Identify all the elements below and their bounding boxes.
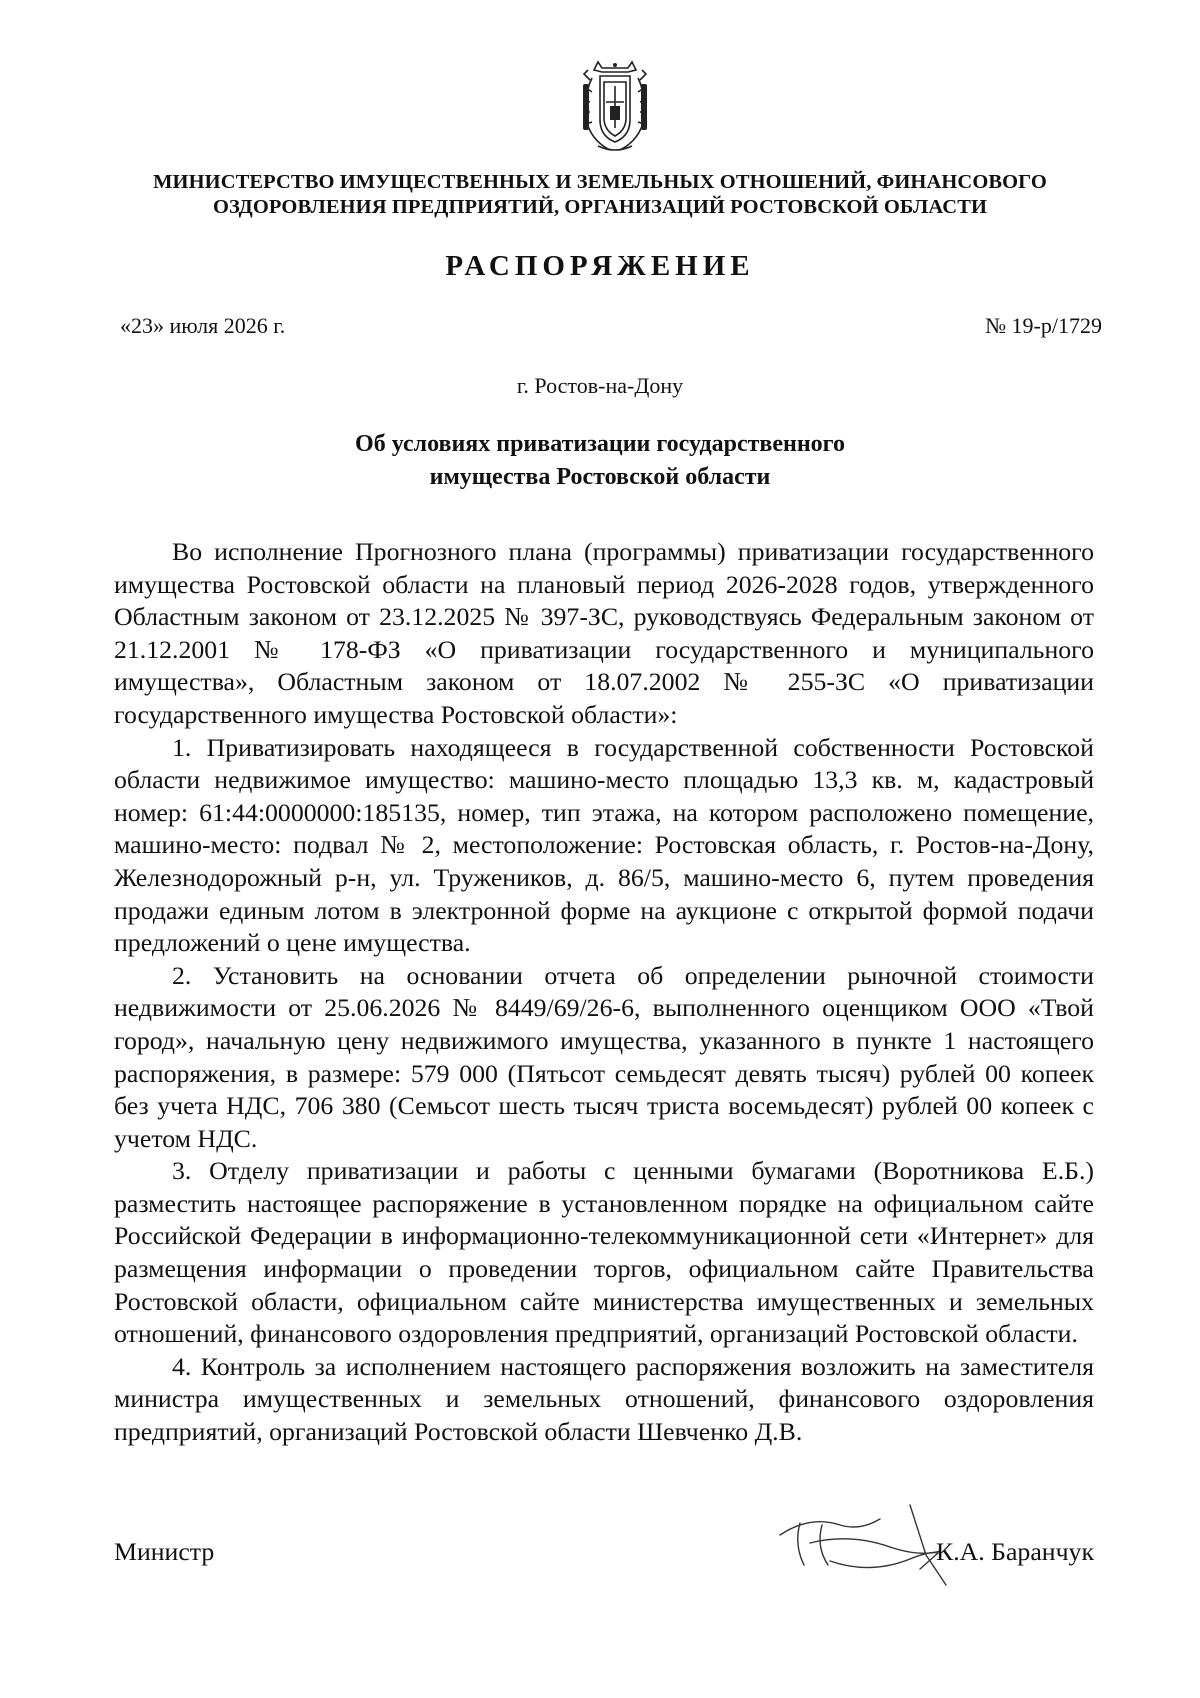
document-type: РАСПОРЯЖЕНИЕ — [445, 250, 755, 282]
coat-of-arms-icon — [570, 58, 660, 158]
document-date: «23» июля 2026 г. — [120, 313, 286, 338]
document-subject — [200, 428, 1000, 494]
ministry-line-1: МИНИСТЕРСТВО ИМУЩЕСТВЕННЫХ И ЗЕМЕЛЬНЫХ ОТНОШЕНИЙ, ФИНАНСОВОГО — [153, 171, 1047, 193]
ministry-line-2: ОЗДОРОВЛЕНИЯ ПРЕДПРИЯТИЙ, ОРГАНИЗАЦИЙ РОСТОВСКОЙ ОБЛАСТИ — [212, 196, 988, 218]
signer-name: К.А. Баранчук — [935, 1537, 1094, 1566]
item-4-paragraph: 4. Контроль за исполнением настоящего распоряжения возложить на заместителя министра имущественных и земельных отношений, финансового оздоровления предприятий, организаций Ростовской области Шевченко Д.В. — [114, 1351, 1094, 1447]
preamble-paragraph: Во исполнение Прогнозного плана (программы) приватизации государственного имущества Ростовской области на плановый период 2026-2028 годов, утвержденного Областным законом от 23.12.2025 № 397-ЗС, руководствуясь Федеральным законом от 21.12.2001 № 178-ФЗ «О приватизации государственного и муниципального имущества», Областным законом от 18.07.2002 № 255-ЗС «О приватизации государственного имущества Ростовской области»: — [114, 537, 1094, 729]
item-3-paragraph: 3. Отделу приватизации и работы с ценными бумагами (Воротникова Е.Б.) разместить настоящее распоряжение в установленном порядке на официальном сайте Российской Федерации в информационно-телекоммуникационной сети «Интернет» для размещения информации о проведении торгов, официальном сайте Правительства Ростовской области, официальном сайте министерства имущественных и земельных отношений, финансового оздоровления предприятий, организаций Ростовской области. — [114, 1156, 1094, 1349]
ministry-header — [100, 170, 1100, 220]
subject-line-1: Об условиях приватизации государственного — [355, 431, 845, 457]
item-2-paragraph: 2. Установить на основании отчета об определении рыночной стоимости недвижимости от 25.06.2026 № 8449/69/26-6, выполненного оценщиком ООО «Твой город», начальную цену недвижимого имущества, указанного в пункте 1 настоящего распоряжения, в размере: 579 000 (Пятьсот семьдесят девять тысяч) рублей 00 копеек без учета НДС, 706 380 (Семьсот шесть тысяч триста восемьдесят) рублей 00 копеек с учетом НДС. — [114, 960, 1094, 1153]
signer-title: Министр — [114, 1537, 215, 1566]
subject-line-2: имущества Ростовской области — [429, 464, 771, 490]
document-number: № 19-р/1729 — [985, 313, 1102, 338]
document-body — [114, 536, 1094, 1449]
document-city: г. Ростов-на-Дону — [516, 373, 684, 398]
item-1-paragraph: 1. Приватизировать находящееся в государственной собственности Ростовской области недвижимое имущество: машино-место площадью 13,3 кв. м, кадастровый номер: 61:44:0000000:185135, номер, тип этажа, на котором расположено помещение, машино-место: подвал № 2, местоположение: Ростовская область, г. Ростов-на-Дону, Железнодорожный р-н, ул. Тружеников, д. 86/5, машино-место 6, путем проведения продажи единым лотом в электронной форме на аукционе с открытой формой подачи предложений о цене имущества. — [114, 732, 1094, 958]
